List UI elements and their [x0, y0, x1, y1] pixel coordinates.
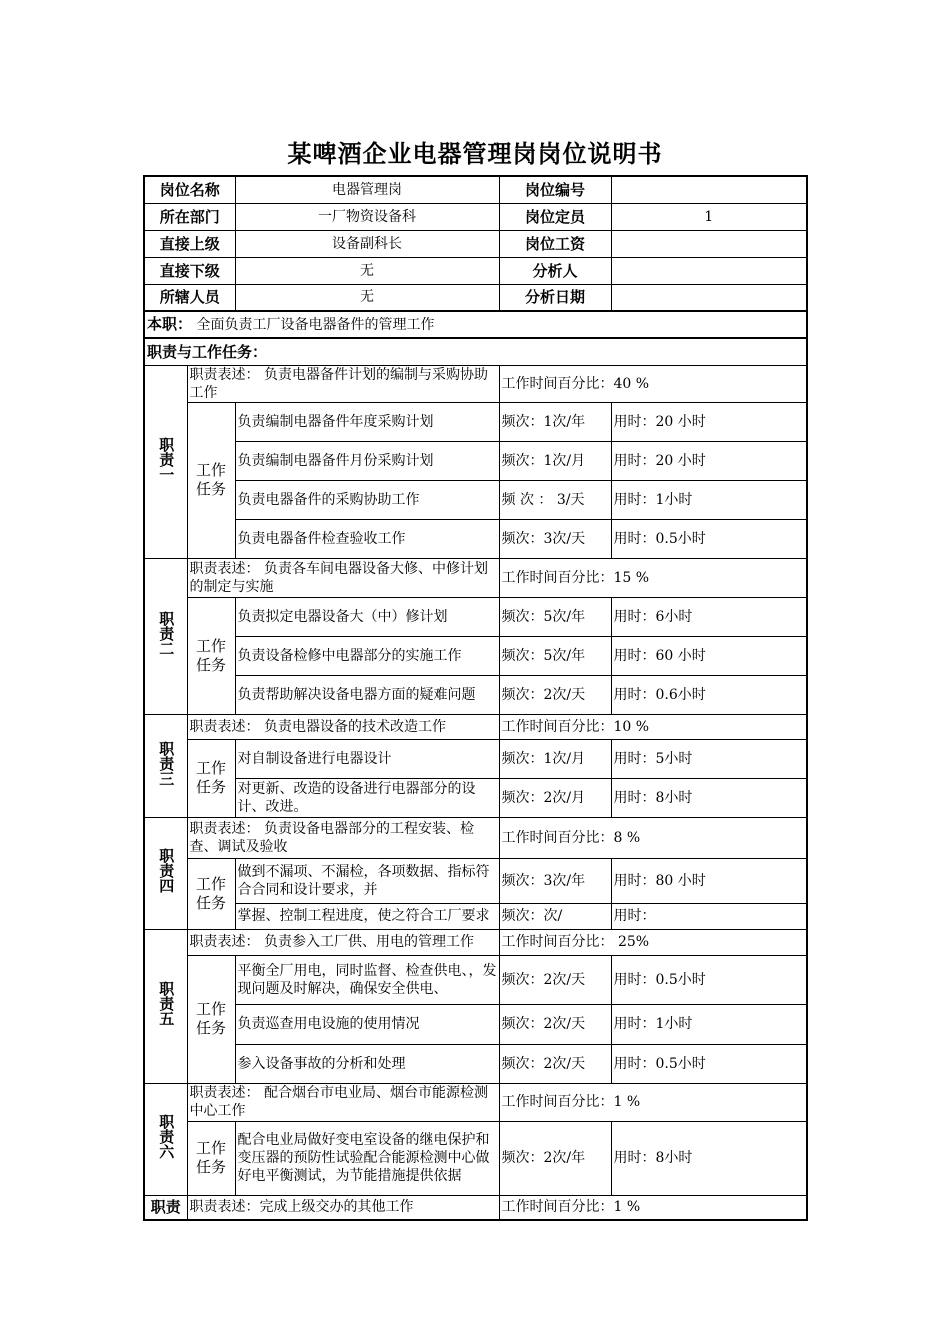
task-text: 平衡全厂用电，同时监督、检查供电、，发现问题及时解决，确保安全供电、: [235, 955, 499, 1004]
info-row: [144, 257, 807, 284]
task-text: 负责编制电器备件年度采购计划: [235, 402, 499, 441]
task-text: 负责拟定电器设备大（中）修计划: [235, 597, 499, 636]
task-row: [144, 441, 807, 480]
task-label: 工作任务: [187, 739, 235, 817]
task-row: [144, 778, 807, 817]
task-frequency: 频次：3次/年: [499, 858, 611, 903]
document-title: 某啤酒企业电器管理岗岗位说明书: [287, 140, 663, 168]
task-label: 工作任务: [187, 858, 235, 929]
resp-desc: 职责表述： 负责设备电器部分的工程安装、检查、调试及验收: [187, 817, 499, 858]
resp-desc-row: [144, 714, 807, 739]
resp-desc-row: [144, 1083, 807, 1121]
info-label: 岗位名称: [144, 176, 235, 203]
resp-desc: 职责表述： 配合烟台市电业局、烟台市能源检测中心工作: [187, 1083, 499, 1121]
task-frequency: 频次：2次/天: [499, 955, 611, 1004]
task-frequency: 频次：1次/月: [499, 739, 611, 778]
resp-pct: 工作时间百分比：15 %: [499, 558, 807, 597]
resp-pct: 工作时间百分比：8 %: [499, 817, 807, 858]
job-description-form: [143, 175, 806, 1221]
resp-name: 职责一: [144, 365, 187, 558]
task-label: 工作任务: [187, 597, 235, 714]
info-row: [144, 203, 807, 230]
task-text: 掌握、控制工程进度，使之符合工厂要求: [235, 903, 499, 929]
info-row: [144, 230, 807, 257]
resp-desc: 职责表述：完成上级交办的其他工作: [187, 1195, 499, 1220]
task-duration: 用时：1小时: [611, 480, 807, 519]
task-label: 工作任务: [187, 955, 235, 1083]
info-label: 所辖人员: [144, 284, 235, 311]
task-frequency: 频 次 ： 3/天: [499, 480, 611, 519]
info-label: 直接上级: [144, 230, 235, 257]
info-row: [144, 176, 807, 203]
info-value: 无: [235, 257, 499, 284]
task-text: 负责帮助解决设备电器方面的疑难问题: [235, 675, 499, 714]
task-text: 对自制设备进行电器设计: [235, 739, 499, 778]
task-frequency: 频次：1次/年: [499, 402, 611, 441]
task-row: [144, 1121, 807, 1195]
task-duration: 用时：0.5小时: [611, 1044, 807, 1083]
task-row: [144, 739, 807, 778]
task-duration: 用时：20 小时: [611, 441, 807, 480]
task-text: 参入设备事故的分析和处理: [235, 1044, 499, 1083]
task-duration: 用时：20 小时: [611, 402, 807, 441]
info-value: [611, 176, 807, 203]
info-label: 分析人: [499, 257, 611, 284]
resp-name: 职责: [144, 1195, 187, 1220]
task-row: [144, 675, 807, 714]
resp-desc-row: [144, 365, 807, 402]
task-row: [144, 1044, 807, 1083]
info-value: [611, 257, 807, 284]
task-label: 工作任务: [187, 1121, 235, 1195]
task-text: 负责电器备件检查验收工作: [235, 519, 499, 558]
resp-name: 职责四: [144, 817, 187, 929]
responsibilities-header: 职责与工作任务：: [144, 338, 807, 365]
resp-desc: 职责表述： 负责电器备件计划的编制与采购协助工作: [187, 365, 499, 402]
task-frequency: 频次：5次/年: [499, 636, 611, 675]
task-text: 负责设备检修中电器部分的实施工作: [235, 636, 499, 675]
task-duration: 用时：8小时: [611, 1121, 807, 1195]
info-value: 无: [235, 284, 499, 311]
resp-desc: 职责表述： 负责各车间电器设备大修、中修计划的制定与实施: [187, 558, 499, 597]
task-text: 做到不漏项、不漏检，各项数据、指标符合合同和设计要求，并: [235, 858, 499, 903]
task-frequency: 频次：1次/月: [499, 441, 611, 480]
task-row: [144, 1004, 807, 1044]
resp-desc-row: [144, 558, 807, 597]
task-frequency: 频次：次/: [499, 903, 611, 929]
task-duration: 用时：5小时: [611, 739, 807, 778]
task-duration: 用时：1小时: [611, 1004, 807, 1044]
resp-desc: 职责表述： 负责参入工厂供、用电的管理工作: [187, 929, 499, 955]
task-duration: 用时：: [611, 903, 807, 929]
task-duration: 用时：6小时: [611, 597, 807, 636]
task-row: [144, 858, 807, 903]
info-value: 一厂物资设备科: [235, 203, 499, 230]
task-row: [144, 519, 807, 558]
task-text: 负责电器备件的采购协助工作: [235, 480, 499, 519]
info-value: [611, 230, 807, 257]
task-duration: 用时：0.6小时: [611, 675, 807, 714]
task-row: [144, 903, 807, 929]
resp-pct: 工作时间百分比：1 %: [499, 1195, 807, 1220]
info-value: 电器管理岗: [235, 176, 499, 203]
info-label: 岗位工资: [499, 230, 611, 257]
task-duration: 用时：8小时: [611, 778, 807, 817]
resp-desc: 职责表述： 负责电器设备的技术改造工作: [187, 714, 499, 739]
task-text: 负责巡查用电设施的使用情况: [235, 1004, 499, 1044]
resp-desc-row: [144, 1195, 807, 1220]
task-label: 工作任务: [187, 402, 235, 558]
task-duration: 用时：0.5小时: [611, 955, 807, 1004]
task-frequency: 频次：5次/年: [499, 597, 611, 636]
task-duration: 用时：80 小时: [611, 858, 807, 903]
task-text: 对更新、改造的设备进行电器部分的设计、改进。: [235, 778, 499, 817]
resp-name: 职责六: [144, 1083, 187, 1195]
task-frequency: 频次：2次/月: [499, 778, 611, 817]
info-row: [144, 284, 807, 311]
resp-name: 职责二: [144, 558, 187, 714]
form-table: [143, 175, 808, 1221]
resp-pct: 工作时间百分比： 25%: [499, 929, 807, 955]
task-row: [144, 480, 807, 519]
task-text: 负责编制电器备件月份采购计划: [235, 441, 499, 480]
task-text: 配合电业局做好变电室设备的继电保护和变压器的预防性试验配合能源检测中心做好电平衡测试，为节能措施提供依据: [235, 1121, 499, 1195]
info-label: 岗位定员: [499, 203, 611, 230]
resp-pct: 工作时间百分比：40 %: [499, 365, 807, 402]
task-row: [144, 636, 807, 675]
task-row: [144, 955, 807, 1004]
info-label: 所在部门: [144, 203, 235, 230]
duty-text: 全面负责工厂设备电器备件的管理工作: [196, 317, 435, 333]
info-value: [611, 284, 807, 311]
task-row: [144, 597, 807, 636]
info-label: 分析日期: [499, 284, 611, 311]
resp-desc-row: [144, 817, 807, 858]
duty-label: 本职：: [147, 315, 193, 333]
task-duration: 用时：60 小时: [611, 636, 807, 675]
resp-desc-row: [144, 929, 807, 955]
resp-name: 职责三: [144, 714, 187, 817]
task-frequency: 频次：2次/天: [499, 1044, 611, 1083]
task-frequency: 频次：3次/天: [499, 519, 611, 558]
info-label: 直接下级: [144, 257, 235, 284]
resp-pct: 工作时间百分比：10 %: [499, 714, 807, 739]
task-duration: 用时：0.5小时: [611, 519, 807, 558]
task-row: [144, 402, 807, 441]
resp-pct: 工作时间百分比：1 %: [499, 1083, 807, 1121]
responsibilities-header-row: [144, 338, 807, 365]
info-label: 岗位编号: [499, 176, 611, 203]
info-value: 设备副科长: [235, 230, 499, 257]
task-frequency: 频次：2次/天: [499, 675, 611, 714]
resp-name: 职责五: [144, 929, 187, 1083]
info-value: 1: [611, 203, 807, 230]
task-frequency: 频次：2次/天: [499, 1004, 611, 1044]
task-frequency: 频次：2次/年: [499, 1121, 611, 1195]
duty-row: [144, 311, 807, 338]
